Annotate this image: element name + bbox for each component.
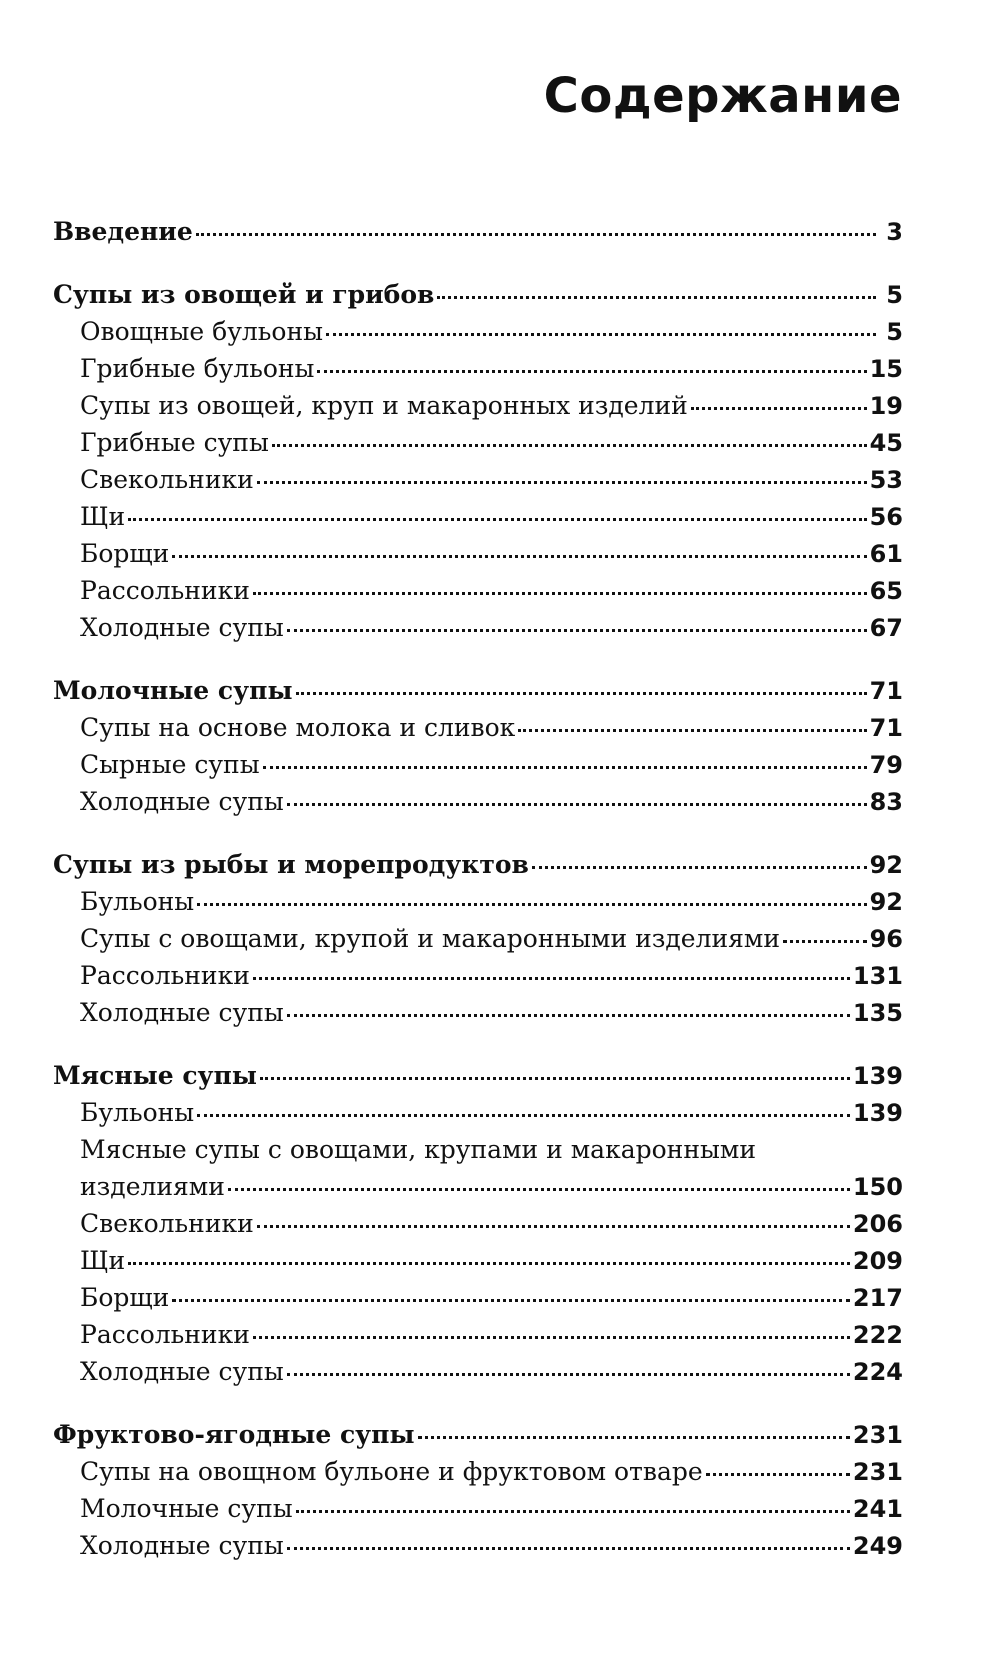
toc-entry-label: Супы на овощном бульоне и фруктовом отваре	[80, 1457, 703, 1486]
toc-page-number: 71	[869, 677, 903, 705]
toc-subsection-entry[interactable]	[53, 572, 903, 609]
dot-leader	[272, 444, 867, 447]
toc-page-number: 139	[852, 1099, 903, 1127]
toc-entry-label: Борщи	[80, 1283, 170, 1312]
toc-page-number: 3	[886, 218, 903, 246]
toc-entry-label: Мясные супы	[53, 1061, 257, 1090]
toc-subsection-entry[interactable]	[53, 1168, 903, 1205]
toc-entry-label: Щи	[80, 1246, 126, 1275]
dot-leader	[260, 1077, 850, 1080]
toc-subsection-entry[interactable]	[53, 1279, 903, 1316]
toc-page-number: 150	[852, 1173, 903, 1201]
dot-leader	[197, 1114, 850, 1117]
toc-subsection-entry[interactable]	[53, 424, 903, 461]
toc-subsection-entry[interactable]	[53, 920, 903, 957]
toc-subsection-entry[interactable]	[53, 957, 903, 994]
toc-page-number: 56	[869, 503, 903, 531]
toc-page-number: 139	[852, 1062, 903, 1090]
toc-entry-label: Супы из овощей и грибов	[53, 280, 435, 309]
dot-leader	[196, 233, 876, 236]
dot-leader	[263, 766, 867, 769]
toc-entry-label: Супы на основе молока и сливок	[80, 713, 516, 742]
toc-entry-label: Грибные супы	[80, 428, 269, 457]
table-of-contents	[53, 213, 903, 1564]
toc-entry-label: Холодные супы	[80, 613, 284, 642]
toc-entry-label: Рассольники	[80, 576, 250, 605]
toc-entry-label: Молочные супы	[80, 1494, 293, 1523]
toc-section-entry[interactable]	[53, 672, 903, 709]
toc-entry-label: Супы с овощами, крупой и макаронными изделиями	[80, 924, 781, 953]
toc-entry-label: изделиями	[80, 1172, 225, 1201]
toc-subsection-entry[interactable]	[53, 1316, 903, 1353]
toc-subsection-entry[interactable]	[53, 1490, 903, 1527]
dot-leader	[287, 1373, 850, 1376]
toc-subsection-entry[interactable]	[53, 883, 903, 920]
toc-page-number: 231	[852, 1421, 903, 1449]
toc-section-entry[interactable]	[53, 1057, 903, 1094]
toc-entry-label: Бульоны	[80, 887, 195, 916]
toc-subsection-entry[interactable]	[53, 746, 903, 783]
toc-page-number: 19	[869, 392, 903, 420]
toc-subsection-entry[interactable]	[53, 350, 903, 387]
toc-subsection-entry[interactable]	[53, 387, 903, 424]
toc-entry-label: Холодные супы	[80, 787, 284, 816]
toc-page-number: 222	[852, 1321, 903, 1349]
dot-leader	[691, 407, 867, 410]
toc-page-number: 135	[852, 999, 903, 1027]
dot-leader	[296, 692, 867, 695]
toc-section-entry[interactable]	[53, 276, 903, 313]
toc-page-number: 231	[852, 1458, 903, 1486]
toc-subsection-entry[interactable]	[53, 498, 903, 535]
toc-entry-label: Супы из овощей, круп и макаронных изделий	[80, 391, 688, 420]
dot-leader	[128, 518, 866, 521]
dot-leader	[228, 1188, 850, 1191]
dot-leader	[783, 940, 867, 943]
toc-subsection-entry[interactable]	[53, 1453, 903, 1490]
toc-subsection-entry[interactable]	[53, 609, 903, 646]
dot-leader	[172, 555, 866, 558]
toc-page-number: 5	[886, 318, 903, 346]
toc-entry-label: Рассольники	[80, 961, 250, 990]
toc-subsection-entry[interactable]	[53, 1353, 903, 1390]
toc-subsection-entry[interactable]	[53, 1242, 903, 1279]
toc-entry-label: Свекольники	[80, 465, 254, 494]
toc-entry-label: Грибные бульоны	[80, 354, 315, 383]
toc-page-number: 53	[869, 466, 903, 494]
dot-leader	[172, 1299, 850, 1302]
toc-page-number: 224	[852, 1358, 903, 1386]
toc-entry-label: Свекольники	[80, 1209, 254, 1238]
toc-section-entry[interactable]	[53, 213, 903, 250]
dot-leader	[418, 1436, 850, 1439]
dot-leader	[317, 370, 866, 373]
dot-leader	[287, 629, 867, 632]
dot-leader	[253, 592, 867, 595]
dot-leader	[326, 333, 876, 336]
toc-page-number: 67	[869, 614, 903, 642]
toc-entry-label: Холодные супы	[80, 998, 284, 1027]
dot-leader	[706, 1473, 850, 1476]
toc-page-number: 96	[869, 925, 903, 953]
toc-subsection-entry[interactable]	[53, 709, 903, 746]
toc-subsection-entry[interactable]	[53, 1205, 903, 1242]
dot-leader	[287, 803, 867, 806]
toc-entry-label: Супы из рыбы и морепродуктов	[53, 850, 529, 879]
toc-subsection-entry[interactable]	[53, 1527, 903, 1564]
toc-page-number: 83	[869, 788, 903, 816]
toc-section-entry[interactable]	[53, 1416, 903, 1453]
dot-leader	[518, 729, 866, 732]
toc-page-number: 241	[852, 1495, 903, 1523]
toc-entry-label: Овощные бульоны	[80, 317, 324, 346]
toc-entry-label: Холодные супы	[80, 1357, 284, 1386]
toc-subsection-entry[interactable]	[53, 313, 903, 350]
dot-leader	[257, 481, 867, 484]
toc-entry-label: Мясные супы с овощами, крупами и макаронными	[80, 1135, 757, 1164]
toc-entry-label: Сырные супы	[80, 750, 260, 779]
dot-leader	[287, 1014, 850, 1017]
toc-entry-label: Холодные супы	[80, 1531, 284, 1560]
toc-page-number: 92	[869, 851, 903, 879]
toc-subsection-entry[interactable]	[53, 783, 903, 820]
toc-entry-label: Рассольники	[80, 1320, 250, 1349]
toc-subsection-entry[interactable]	[53, 1094, 903, 1131]
toc-page-number: 206	[852, 1210, 903, 1238]
page-title: Содержание	[543, 68, 902, 124]
toc-subsection-entry[interactable]	[53, 535, 903, 572]
toc-entry-label: Введение	[53, 217, 193, 246]
toc-page-number: 71	[869, 714, 903, 742]
toc-page-number: 5	[886, 281, 903, 309]
toc-page-number: 249	[852, 1532, 903, 1560]
dot-leader	[128, 1262, 850, 1265]
toc-subsection-entry[interactable]	[53, 461, 903, 498]
toc-entry-label: Молочные супы	[53, 676, 293, 705]
toc-page-number: 65	[869, 577, 903, 605]
dot-leader	[287, 1547, 850, 1550]
toc-entry-label: Бульоны	[80, 1098, 195, 1127]
toc-page-number: 217	[852, 1284, 903, 1312]
toc-entry-label: Щи	[80, 502, 126, 531]
dot-leader	[437, 296, 876, 299]
toc-page-number: 61	[869, 540, 903, 568]
toc-page-number: 45	[869, 429, 903, 457]
toc-subsection-entry[interactable]	[53, 1131, 903, 1168]
dot-leader	[253, 1336, 850, 1339]
dot-leader	[257, 1225, 850, 1228]
toc-entry-label: Фруктово-ягодные супы	[53, 1420, 415, 1449]
toc-page-number: 209	[852, 1247, 903, 1275]
toc-page-number: 79	[869, 751, 903, 779]
toc-page-number: 92	[869, 888, 903, 916]
toc-page-number: 131	[852, 962, 903, 990]
toc-entry-label: Борщи	[80, 539, 170, 568]
dot-leader	[197, 903, 866, 906]
dot-leader	[296, 1510, 850, 1513]
dot-leader	[532, 866, 867, 869]
toc-section-entry[interactable]	[53, 846, 903, 883]
toc-page-number: 15	[869, 355, 903, 383]
dot-leader	[253, 977, 850, 980]
toc-subsection-entry[interactable]	[53, 994, 903, 1031]
